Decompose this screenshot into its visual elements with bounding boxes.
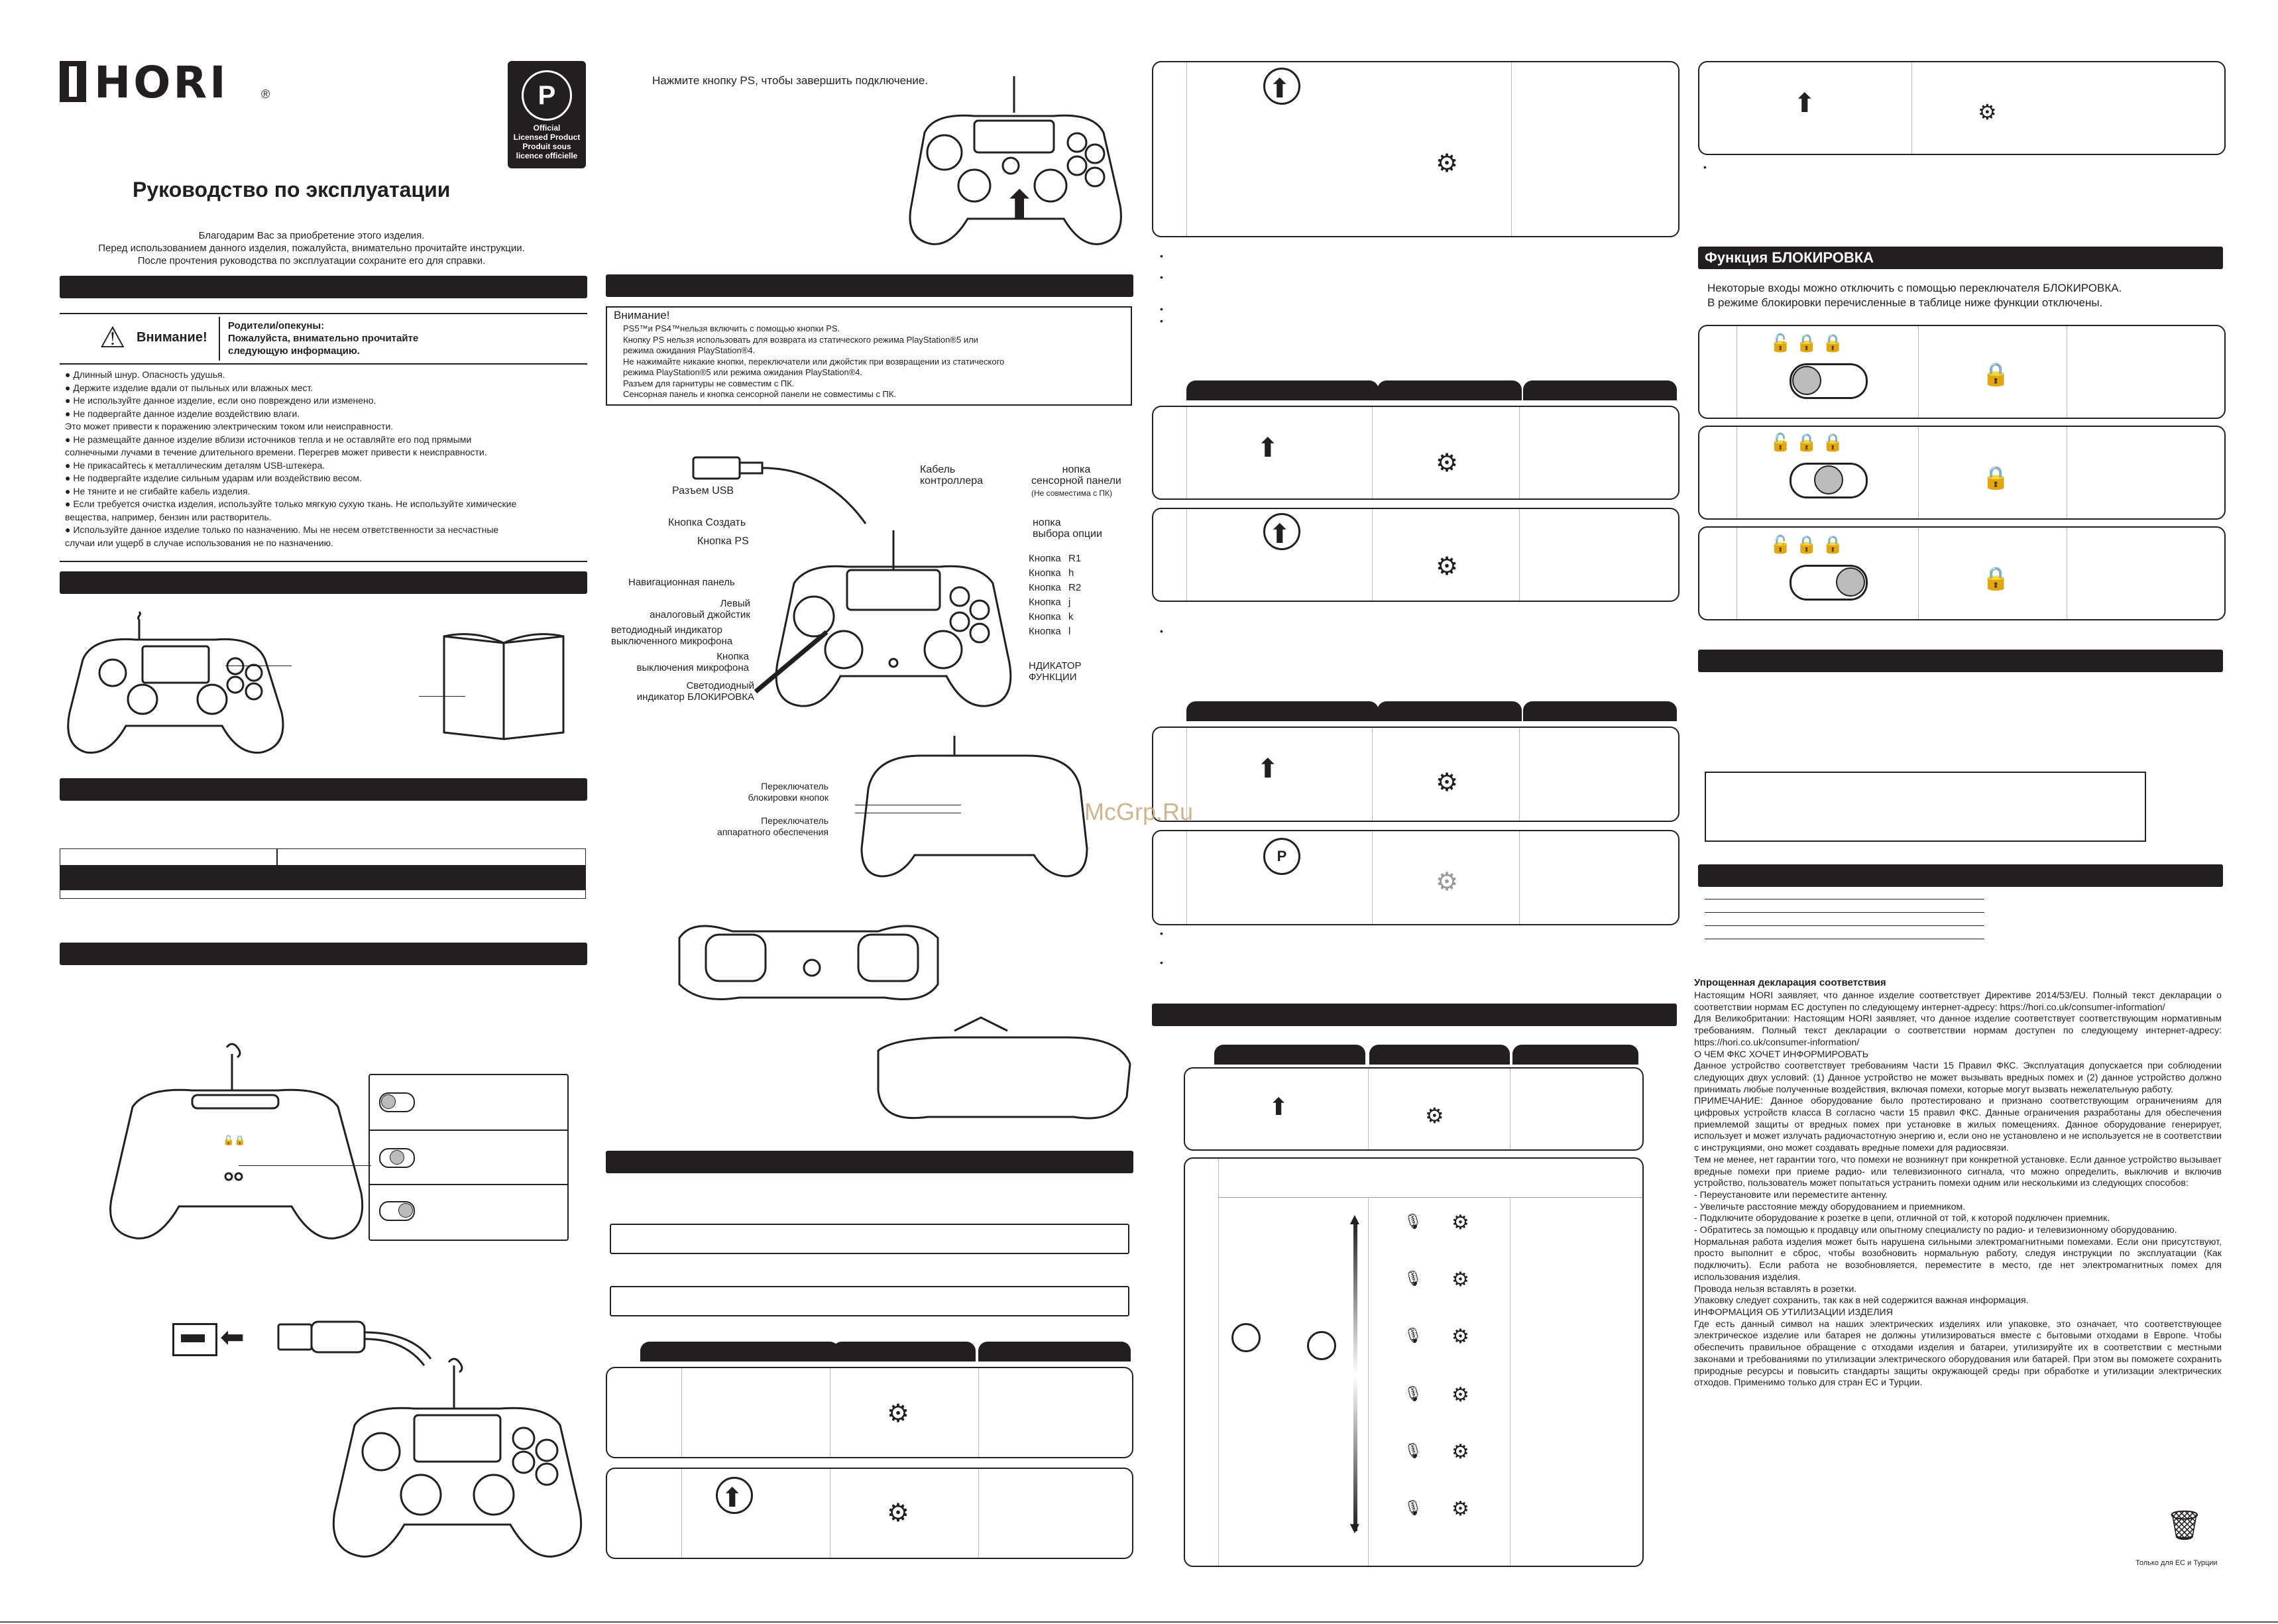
gear-icon: ⚙ xyxy=(1436,868,1459,896)
part-right-label: Кнопка xyxy=(1029,567,1061,579)
spec-rule xyxy=(1705,912,1984,913)
mode-switch-indicator-icon: 🔓🔒 xyxy=(223,1135,246,1145)
ps-button-icon: P xyxy=(1263,838,1300,875)
section-bar-connect xyxy=(60,943,587,965)
lock-mode-icons: 🔓 🔒 🔒 xyxy=(1770,534,1844,554)
mic-led-icon: 🎙 xyxy=(1404,1442,1422,1459)
right-stick-down-icon xyxy=(1307,1331,1336,1360)
hori-logo-text: HORI xyxy=(94,57,229,108)
section-bar-notice xyxy=(606,274,1133,297)
part-right-label: Кнопка xyxy=(1029,582,1061,593)
switch-center-position-icon xyxy=(1790,463,1868,498)
gear-icon: ⚙ xyxy=(1436,553,1459,581)
mic-led-icon: 🎙 xyxy=(1404,1499,1422,1516)
gear-icon: ⚙ xyxy=(1425,1104,1444,1128)
watermark-mcgrp: McGrp.Ru xyxy=(1084,798,1194,825)
compat-table xyxy=(60,848,586,899)
part-create-label: Кнопка Создать xyxy=(668,517,746,528)
part-right-label: Кнопка xyxy=(1029,597,1061,608)
table-header-col3 xyxy=(1523,701,1677,721)
weee-bin-icon: 🗑 xyxy=(2166,1509,2203,1542)
controller-illustration-parts xyxy=(774,504,1013,716)
table-header-col2 xyxy=(832,1342,976,1362)
part-ps-label: Кнопка PS xyxy=(697,536,749,547)
mic-led-icon: 🎙 xyxy=(1404,1213,1422,1230)
gear-icon: ⚙ xyxy=(1452,1441,1469,1463)
section-bar-lock xyxy=(1698,247,2223,269)
part-right-code: l xyxy=(1068,626,1071,637)
warning-mid-rule xyxy=(60,363,587,365)
table-header-col3 xyxy=(1523,380,1677,400)
gear-icon: ⚙ xyxy=(1452,1212,1469,1234)
func-row-e xyxy=(1152,508,1680,602)
section-bar-safety xyxy=(60,276,587,298)
part-lock-led-label: Светодиодный индикатор БЛОКИРОВКА xyxy=(636,680,754,703)
part-right-code: j xyxy=(1068,597,1071,608)
section-bar-specs xyxy=(1698,864,2223,887)
controller-illustration-side xyxy=(875,1011,1133,1124)
section-bar-function xyxy=(606,1151,1133,1173)
part-dpad-label: Навигационная панель xyxy=(628,577,735,588)
playstation-logo-icon: P xyxy=(522,70,572,121)
switch-right-position-icon xyxy=(379,1201,415,1221)
gear-icon: ⚙ xyxy=(887,1499,910,1527)
function-note-box-2 xyxy=(610,1286,1129,1316)
press-arrow-icon: ⬆ xyxy=(1257,434,1279,463)
notice-title: Внимание! xyxy=(614,309,670,321)
press-arrow-icon: ⬆ xyxy=(1003,183,1037,227)
bullet-dot: • xyxy=(1160,928,1163,939)
section-bar-contents xyxy=(60,571,587,594)
lock-section-title: Функция БЛОКИРОВКА xyxy=(1705,249,1874,266)
mic-led-icon: 🎙 xyxy=(1404,1327,1422,1344)
part-right-code: R1 xyxy=(1068,553,1082,564)
speed-up-arrow-icon: ▲ xyxy=(1347,1210,1363,1228)
table-header-col1 xyxy=(1186,701,1379,721)
gear-icon: ⚙ xyxy=(1436,150,1459,178)
func-row-i xyxy=(1698,61,2226,155)
bullet-dot: • xyxy=(1160,304,1163,314)
hori-logo xyxy=(60,57,278,108)
speed-scale-arrow xyxy=(1353,1220,1357,1531)
table-header-col1 xyxy=(1186,380,1379,400)
table-header-col2 xyxy=(1369,1045,1510,1065)
insert-arrow-icon: ⬅ xyxy=(220,1321,245,1354)
gear-icon: ⚙ xyxy=(1436,769,1459,797)
part-mic-led-label: ветодиодный индикатор выключенного микрофона xyxy=(611,624,733,647)
press-arrow-icon: ⬆ xyxy=(1269,74,1291,103)
switch-callout xyxy=(239,1165,371,1166)
lock-icon: 🔒 xyxy=(1982,465,2010,491)
lock-description: Некоторые входы можно отключить с помощью переключателя БЛОКИРОВКА. В режиме блокировки перечисленные в таблице ниже функции отключены. xyxy=(1707,282,2122,309)
part-options-label: нопка выбора опции xyxy=(1033,517,1102,540)
spec-rule xyxy=(1705,925,1984,926)
troubleshoot-note-box xyxy=(1705,772,2146,842)
warning-parents: Родители/опекуны: Пожалуйста, внимательно прочитайте следующую информацию. xyxy=(228,320,419,357)
part-right-label: Кнопка xyxy=(1029,611,1061,622)
table-header-col1 xyxy=(1214,1045,1365,1065)
part-touch-label: нопка сенсорной панели xyxy=(1031,464,1121,487)
gear-icon: ⚙ xyxy=(1452,1384,1469,1406)
gear-icon: ⚙ xyxy=(887,1400,910,1428)
part-right-label: Кнопка xyxy=(1029,626,1061,637)
switch-left-position-icon xyxy=(379,1092,415,1112)
page-bottom-rule xyxy=(0,1621,2278,1623)
notice-body: PS5™и PS4™нельзя включить с помощью кнопки PS. Кнопку PS нельзя использовать для возврата из статического режима PlayStation®5 или режима ожидания PlayStation®4. Не нажимайте никакие кнопки, переключатели или джойстик при возвращении из статического режима PlayStation®5 или режима ожидания PlayStation®4. Разъем для гарнитуры не совместим с ПК. Сенсорная панель и кнопка сенсорной панели не совместимы с ПК. xyxy=(623,323,1005,399)
func-row-c xyxy=(1152,61,1680,237)
press-arrow-icon: ⬆ xyxy=(1794,89,1816,118)
switch-right-position-icon xyxy=(1790,565,1868,601)
part-cable-label: Кабель контроллера xyxy=(920,464,984,487)
section-bar-turbo xyxy=(1152,1004,1677,1026)
part-right-code: h xyxy=(1068,567,1074,579)
speed-down-arrow-icon: ▼ xyxy=(1347,1519,1363,1537)
func-row-f xyxy=(1152,726,1680,822)
bullet-dot: • xyxy=(1160,251,1163,261)
eu-turkey-note: Только для ЕС и Турции xyxy=(2136,1559,2218,1567)
gear-icon: ⚙ xyxy=(1436,449,1459,477)
warning-divider xyxy=(219,317,220,361)
func-row-h xyxy=(1184,1067,1644,1151)
table-header-col2 xyxy=(1377,701,1522,721)
hori-registered-mark: ® xyxy=(261,87,270,101)
mic-led-icon: 🎙 xyxy=(1404,1385,1422,1402)
declaration-body: Настоящим HORI заявляет, что данное изделие соответствует Директиве 2014/53/EU. Полный текст декларации о соответствии нормам ЕС доступен по следующему интернет-адресу: https://hori.co.uk/consumer-information/ Для Великобритании: Настоящим HORI заявляет, что данное изделие соответствует соответствующим нормативным требованиям. Полный текст декларации о соответствии нормам доступен по следующему интернет-адресу: https://hori.co.uk/consumer-information/ О ЧЕМ ФКС ХОЧЕТ ИНФОРМИРОВАТЬ Данное устройство соответствует требованиям Части 15 Правил ФКС. Эксплуатация допускается при соблюдении следующих двух условий: (1) Данное устройство не может вызывать вредных помех и (2) данное устройство должно принимать любые полученные воздействия, включая помехи, которые могут вызвать нежелательную работу. ПРИМЕЧАНИЕ: Данное оборудование было протестировано и признано соответствующим ограничениям для цифровых устройств класса B согласно части 15 правил ФКС. Данные ограничения разработаны для обеспечения приемлемой защиты от вредных помех при установке в жилых помещениях. Данное оборудование генерирует, использует и может излучать радиочастотную энергию и, если оно не установлено и не используется не в соответствии с инструкциями, оно может создавать вредные помехи для радиосвязи. Тем не менее, нет гарантии того, что помехи не возникнут при конкретной установке. Если данное устройство вызывает вредные помехи при приеме радио- или телевизионного сигнала, что можно определить, выключив и включив устройство, пользователь может попытаться устранить помехи одним или несколькими из следующих способов: - Переустановите или переместите антенну. - Увеличьте расстояние между оборудованием и приемником. - Подключите оборудование к розетке в цепи, отличной от той, к которой подключен приемник. - Обратитесь за помощью к продавцу или опытному специалисту по радио- и телевизионному оборудованию. Нормальная работа изделия может быть нарушена сильными электромагнитными помехами. Если они присутствуют, просто выполнит е сброс, чтобы возобновить нормальную работу, следуя инструкции по эксплуатации (Как подключить). Если работа не возобновляется, переместите в место, где нет электромагнитных помех для использования изделия. Провода нельзя вставлять в розетки. Упаковку следует сохранить, так как в ней содержится важная информация. ИНФОРМАЦИЯ ОБ УТИЛИЗАЦИИ ИЗДЕЛИЯ Где есть данный символ на наших электрических изделиях или упаковке, это означает, что соответствующее электрическое изделие или батарея не должны утилизироваться вместе с бытовыми отходами в Европе. Чтобы обеспечить правильное обращение с отходами изделия и батареи, утилизируйте их в соответствии с местными законами и требованиями по утилизации электрического оборудования или батарей. При этом вы поможете сохранить природные ресурсы и повысить стандарты защиты окружающей среды при обработке и утилизации электрических отходов. Применимо только для стран ЕС и Турции. xyxy=(1694,990,2222,1389)
function-note-box-1 xyxy=(610,1224,1129,1254)
warning-label: Внимание! xyxy=(137,330,207,345)
warning-triangle-icon: ⚠ xyxy=(99,321,126,354)
part-lock-switch-label: Переключатель блокировки кнопок xyxy=(748,781,828,803)
ps-badge-line1: Official xyxy=(533,123,561,133)
part-touch-note: (Не совместима с ПК) xyxy=(1031,489,1113,498)
press-arrow-icon: ⬆ xyxy=(1269,1093,1289,1120)
warning-bottom-rule xyxy=(60,561,587,562)
part-usb-label: Разъем USB xyxy=(672,485,734,496)
table-header-col2 xyxy=(1377,380,1522,400)
controller-illustration-back xyxy=(855,736,1094,882)
press-arrow-icon: ⬆ xyxy=(721,1483,744,1513)
section-bar-troubleshoot xyxy=(1698,650,2223,672)
bullet-dot: • xyxy=(1160,316,1163,326)
table-header-col3 xyxy=(978,1342,1131,1362)
lock-icon: 🔒 xyxy=(1982,566,2010,591)
section-bar-compatibility xyxy=(60,778,587,801)
bullet-dot: • xyxy=(1160,626,1163,636)
func-row-g xyxy=(1152,830,1680,925)
press-arrow-icon: ⬆ xyxy=(1269,520,1291,549)
func-row-a xyxy=(606,1367,1133,1458)
switch-left-position-icon xyxy=(1790,363,1868,399)
ps-badge-line4: licence officielle xyxy=(516,151,578,160)
warning-top-rule xyxy=(60,313,587,314)
page-title: Руководство по эксплуатации xyxy=(133,178,451,202)
warning-body: ● Длинный шнур. Опасность удушья. ● Держите изделие вдали от пыльных или влажных мест. ● Не используйте данное изделие, если оно повреждено или изменено. ● Не подвергайте данное изделие воздействию влаги. Это может привести к поражению электрическим током или неисправности. ● Не размещайте данное изделие вблизи источников тепла и не оставляйте его под прямыми солнечными лучами в течение длительного времени. Перегрев может привести к неисправности. ● Не прикасайтесь к металлическим деталям USB-штекера. ● Не подвергайте изделие сильным ударам или воздействию весом. ● Не тяните и не сгибайте кабель изделия. ● Если требуется очистка изделия, используйте только мягкую сухую ткань. Не используйте химические вещества, например, бензин или растворитель. ● Используйте данное изделие только по назначению. Мы не несем ответственности за несчастные случаи или ущерб в случае использования не по назначению. xyxy=(65,369,517,548)
contents-callout-manual xyxy=(419,696,465,697)
bullet-dot: • xyxy=(1160,272,1163,282)
part-hw-switch-label: Переключатель аппаратного обеспечения xyxy=(717,815,828,837)
intro-text: Благодарим Вас за приобретение этого изделия. Перед использованием данного изделия, пожалуйста, внимательно прочитайте инструкции. После прочтения руководства по эксплуатации сохраните его для справки. xyxy=(98,230,525,266)
ps-licensed-badge xyxy=(508,61,586,168)
gear-icon: ⚙ xyxy=(1978,100,1997,124)
mic-led-icon: 🎙 xyxy=(1404,1270,1422,1287)
switch-position-panel xyxy=(369,1074,569,1241)
gear-icon: ⚙ xyxy=(1452,1269,1469,1291)
gear-icon: ⚙ xyxy=(1452,1498,1469,1520)
table-header-col3 xyxy=(1512,1045,1638,1065)
declaration-heading: Упрощенная декларация соответствия xyxy=(1694,977,1886,988)
lock-mode-icons: 🔓 🔒 🔒 xyxy=(1770,333,1844,353)
func-row-d xyxy=(1152,406,1680,500)
part-func-led-label: НДИКАТОР ФУНКЦИИ xyxy=(1029,660,1082,683)
controller-illustration-top xyxy=(673,918,951,1017)
manual-booklet-illustration xyxy=(437,630,570,742)
bullet-dot: • xyxy=(1160,957,1163,968)
gear-icon: ⚙ xyxy=(1452,1326,1469,1348)
usb-port-icon xyxy=(172,1323,217,1356)
press-arrow-icon: ⬆ xyxy=(1257,754,1279,783)
switch-center-position-icon xyxy=(379,1148,415,1168)
part-right-code: R2 xyxy=(1068,582,1082,593)
table-header-col1 xyxy=(640,1342,839,1362)
lock-icon: 🔒 xyxy=(1982,362,2010,387)
controller-illustration-connect xyxy=(335,1352,587,1571)
part-mic-btn-label: Кнопка выключения микрофона xyxy=(636,651,749,673)
func-row-b xyxy=(606,1468,1133,1559)
part-lstick-label: Левый аналоговый джойстик xyxy=(650,598,750,620)
ps-connect-note: Нажмите кнопку PS, чтобы завершить подключение. xyxy=(652,74,929,87)
ps-badge-line2: Licensed Product xyxy=(513,133,581,142)
controller-illustration-contents xyxy=(63,620,302,766)
right-stick-up-icon xyxy=(1231,1323,1261,1352)
bullet-dot: • xyxy=(1703,162,1707,172)
ps-badge-line3: Produit sous xyxy=(522,142,571,151)
part-right-label: Кнопка xyxy=(1029,553,1061,564)
part-right-code: k xyxy=(1068,611,1074,622)
lock-mode-icons: 🔓 🔒 🔒 xyxy=(1770,432,1844,452)
